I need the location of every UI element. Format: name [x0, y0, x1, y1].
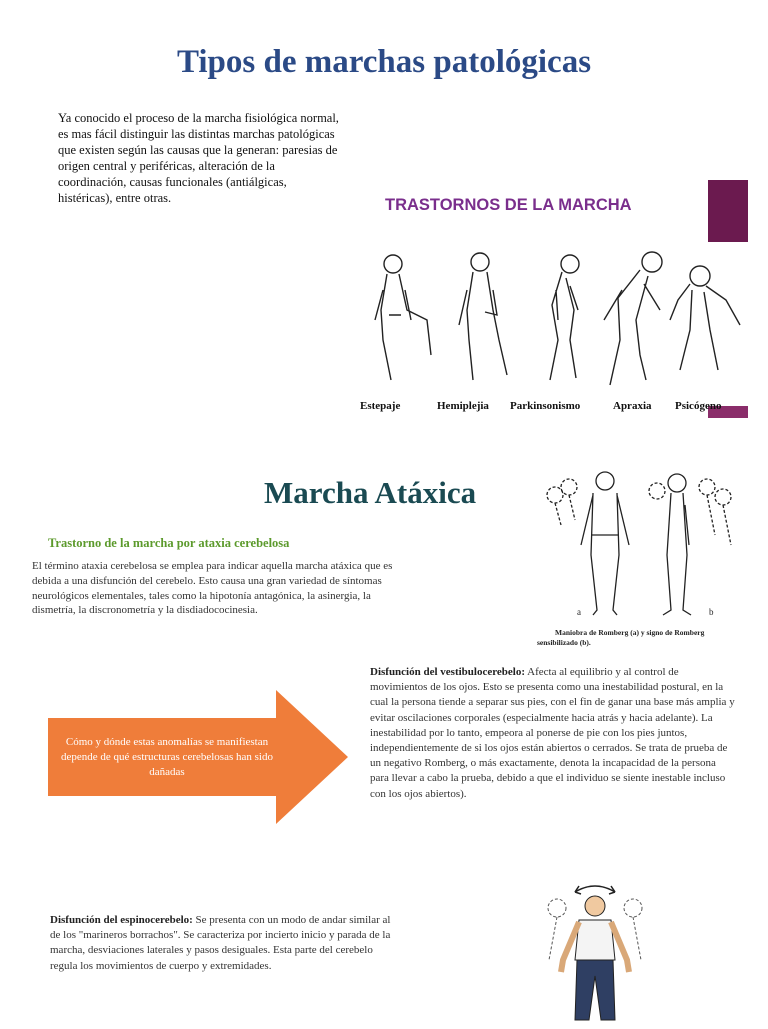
parkinsonism-figure	[550, 255, 579, 380]
figure-heading: TRASTORNOS DE LA MARCHA	[385, 196, 632, 214]
romberg-figure	[535, 465, 750, 650]
label-parkinsonismo: Parkinsonismo	[510, 400, 581, 412]
romberg-label-b: b	[709, 607, 714, 617]
ataxia-heading: Trastorno de la marcha por ataxia cerebelosa	[48, 536, 290, 550]
label-psicogeno: Psicógeno	[675, 400, 722, 412]
label-estepaje: Estepaje	[360, 400, 401, 412]
vestibulo-text: Afecta al equilibrio y al control de movimientos de los ojos. Esto se presenta como una inestabilidad postural, en la cual la persona tiende a separar sus pies, con el fin de ganar una base más amplia y evitar oscilaciones corporales (especialmente hacia atrás y hacia adelante). La inestabilidad por lo tanto, empeora al ponerse de pie con los pies juntos, independientemente de si los ojos están abiertos o cerrados. Se trata de prueba de un negativo Romberg, o más exactamente, denota la incapacidad de la persona para llevar a cabo la prueba, debido a que el individuo se siente inestable incluso con los ojos abiertos).	[370, 666, 735, 800]
label-hemiplejia: Hemiplejia	[437, 400, 489, 412]
sway-arrow	[575, 886, 615, 892]
figure-labels	[360, 400, 722, 412]
section-title-ataxica: Marcha Atáxica	[264, 475, 477, 510]
page-title: Tipos de marchas patológicas	[176, 44, 592, 80]
figure-accent-bar	[708, 180, 748, 242]
spinocerebellum-paragraph	[50, 913, 400, 974]
arrow-text: Cómo y dónde estas anomalías se manifiestan depende de qué estructuras cerebelosas han sido dañadas	[61, 736, 273, 778]
label-apraxia: Apraxia	[613, 400, 652, 412]
romberg-front-figure	[581, 472, 629, 615]
apraxia-figure	[604, 252, 662, 385]
intro-paragraph: Ya conocido el proceso de la marcha fisiológica normal, es mas fácil distinguir las distintas marchas patológicas que existen según las causas que la generan: paresias de origen central y periféricas, alteración de la coordinación, causas funcionales (antiálgicas, histéricas), entre otras.	[58, 111, 339, 205]
gait-disorders-figure	[360, 180, 750, 420]
vestibulocerebellum-paragraph	[370, 665, 736, 802]
romberg-sway-heads	[547, 479, 731, 545]
vestibulo-lead: Disfunción del vestibulocerebelo:	[370, 666, 526, 678]
espino-text: Se presenta con un modo de andar similar al de los "marineros borrachos". Se caracteriza por incierto inicio y parada de la marcha, desviaciones laterales y pasos desiguales. Esta parte del cerebelo regula los movimientos de cuerpo y extremidades.	[50, 914, 391, 972]
espino-lead: Disfunción del espinocerebelo:	[50, 914, 193, 926]
steppage-figure	[375, 255, 431, 380]
romberg-caption-line1: Maniobra de Romberg (a) y signo de Romberg	[555, 628, 705, 637]
gait-silhouettes	[375, 252, 740, 385]
hemiplegia-figure	[459, 253, 507, 380]
ataxic-gait-illustration	[535, 880, 655, 1024]
romberg-side-figure	[663, 474, 691, 615]
ataxia-paragraph: El término ataxia cerebelosa se emplea para indicar aquella marcha atáxica que es debida a una disfunción del cerebelo. Esto causa una gran variedad de síntomas neurológicos elementales, tales como la hipotonía antagónica, la asinergia, la dismetría, la discronometría y la disdiadococinesia.	[32, 560, 393, 617]
romberg-caption-line2: sensibilizado (b).	[537, 638, 591, 647]
romberg-label-a: a	[577, 607, 581, 617]
psychogenic-figure	[670, 266, 740, 370]
